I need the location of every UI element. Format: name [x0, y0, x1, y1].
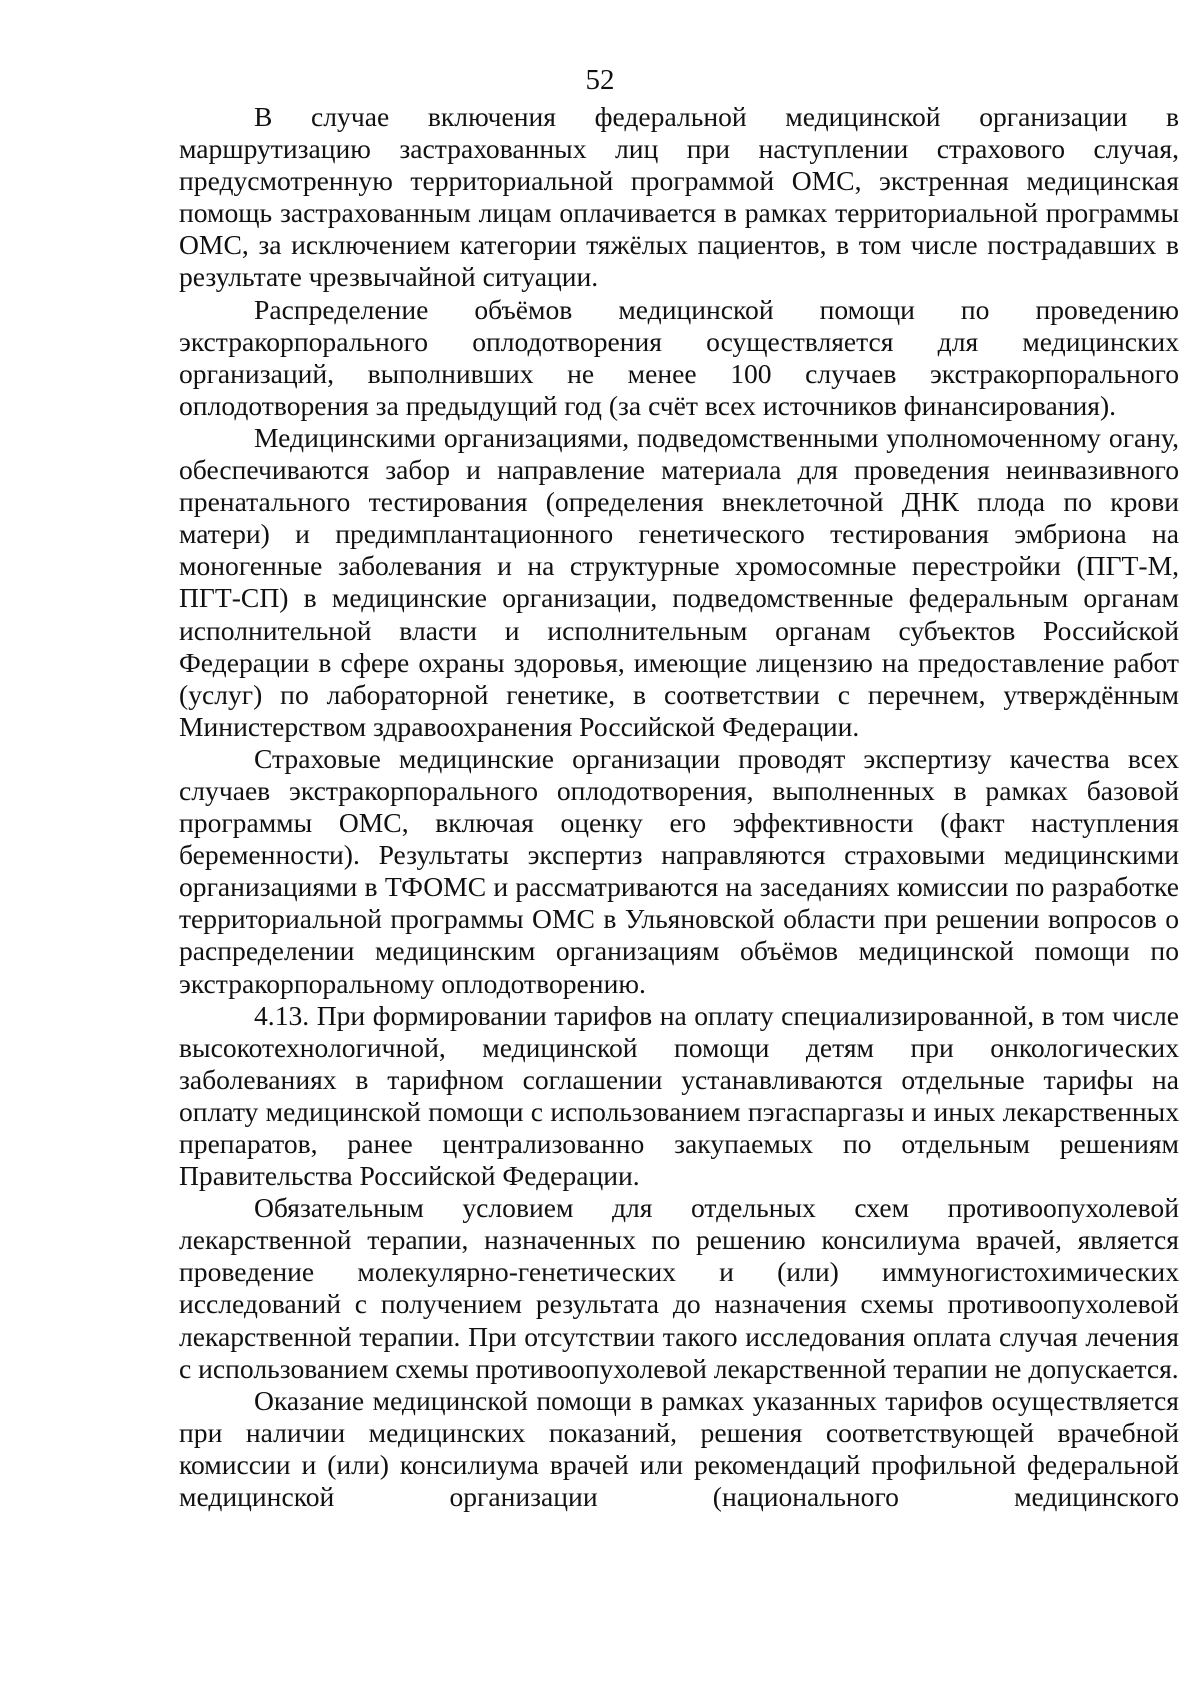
paragraph-4-13-pediatric-oncology-tariffs: 4.13. При формировании тарифов на оплату специализированной, в том числе высокотехнологичной, медицинской помощи детям при онкологических заболеваниях в тарифном соглашении устанавливаются отдельные тарифы на оплату медицинской помощи с использованием пэгаспаргазы и иных лекарственных препаратов, ранее централизованно закупаемых по отдельным решениям Правительства Российской Федерации.: [179, 999, 1179, 1192]
paragraph-care-provision: Оказание медицинской помощи в рамках указанных тарифов осуществляется при наличии медицинских показаний, решения соответствующей врачебной комиссии и (или) консилиума врачей или рекомендаций профильной федеральной медицинской организации (национального медицинского: [179, 1384, 1179, 1513]
paragraph-prenatal-testing: Медицинскими организациями, подведомственными уполномоченному огану, обеспечиваются забор и направление материала для проведения неинвазивного пренатального тестирования (определения внеклеточной ДНК плода по крови матери) и предимплантационного генетического тестирования эмбриона на моногенные заболевания и на структурные хромосомные перестройки (ПГТ-М, ПГТ-СП) в медицинские организации, подведомственные федеральным органам исполнительной власти и исполнительным органам субъектов Российской Федерации в сфере охраны здоровья, имеющие лицензию на предоставление работ (услуг) по лабораторной генетике, в соответствии с перечнем, утверждённым Министерством здравоохранения Российской Федерации.: [179, 421, 1179, 742]
paragraph-emergency-care-payment: В случае включения федеральной медицинской организации в маршрутизацию застрахованных лиц при наступлении страхового случая, предусмотренную территориальной программой ОМС, экстренная медицинская помощь застрахованным лицам оплачивается в рамках территориальной программы ОМС, за исключением категории тяжёлых пациентов, в том числе пострадавших в результате чрезвычайной ситуации.: [179, 101, 1179, 293]
document-body: [179, 101, 1179, 1513]
paragraph-antitumor-therapy-condition: Обязательным условием для отдельных схем противоопухолевой лекарственной терапии, назначенных по решению консилиума врачей, является проведение молекулярно-генетических и (или) иммуногистохимических исследований с получением результата до назначения схемы противоопухолевой лекарственной терапии. При отсутствии такого исследования оплата случая лечения с использованием схемы противоопухолевой лекарственной терапии не допускается.: [179, 1192, 1179, 1384]
paragraph-ivf-quality-expertise: Страховые медицинские организации проводят экспертизу качества всех случаев экстракорпорального оплодотворения, выполненных в рамках базовой программы ОМС, включая оценку его эффективности (факт наступления беременности). Результаты экспертиз направляются страховыми медицинскими организациями в ТФОМС и рассматриваются на заседаниях комиссии по разработке территориальной программы ОМС в Ульяновской области при решении вопросов о распределении медицинским организациям объёмов медицинской помощи по экстракорпоральному оплодотворению.: [179, 742, 1179, 999]
page-number: 52: [585, 64, 615, 96]
paragraph-ivf-volume-distribution: Распределение объёмов медицинской помощи по проведению экстракорпорального оплодотворения осуществляется для медицинских организаций, выполнивших не менее 100 случаев экстракорпорального оплодотворения за предыдущий год (за счёт всех источников финансирования).: [179, 293, 1179, 421]
